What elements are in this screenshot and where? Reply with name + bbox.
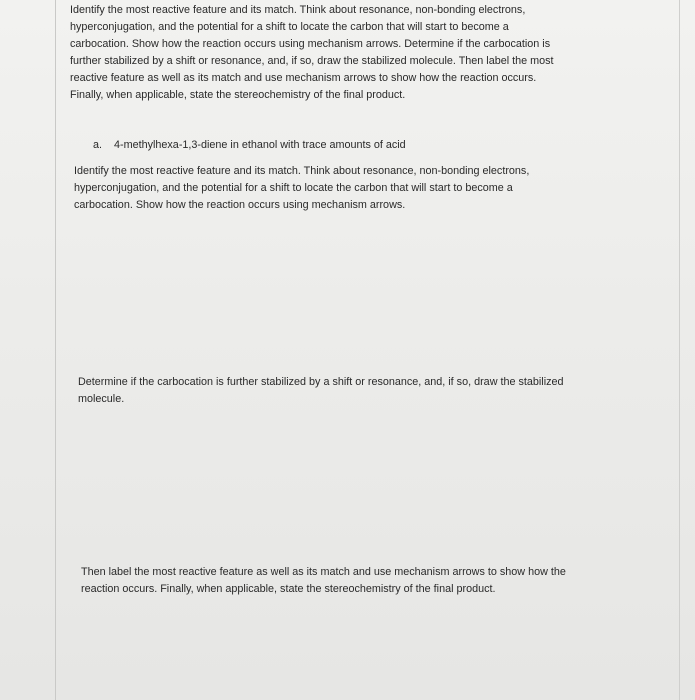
intro-instructions [70,2,610,104]
question-a [93,137,613,154]
intro-line: carbocation. Show how the reaction occurs using mechanism arrows. Determine if the carbocation is [70,38,551,50]
part1-line: carbocation. Show how the reaction occurs using mechanism arrows. [74,199,406,211]
part3-instructions [81,564,611,598]
part2-line: Determine if the carbocation is further stabilized by a shift or resonance, and, if so, draw the stabilized [78,376,564,388]
intro-line: hyperconjugation, and the potential for a shift to locate the carbon that will start to become a [70,21,509,33]
page-edge-left [55,0,56,700]
question-text: 4-methylhexa-1,3-diene in ethanol with trace amounts of acid [114,139,406,151]
part1-line: Identify the most reactive feature and its match. Think about resonance, non-bonding electrons, [74,165,530,177]
page-edge-right [679,0,680,700]
intro-line: reactive feature as well as its match and use mechanism arrows to show how the reaction occurs. [70,72,537,84]
part3-line: Then label the most reactive feature as well as its match and use mechanism arrows to show how the [81,566,566,578]
part3-line: reaction occurs. Finally, when applicable, state the stereochemistry of the final product. [81,583,496,595]
question-letter: a. [93,139,103,151]
part2-instructions [78,374,608,408]
intro-line: further stabilized by a shift or resonance, and, if so, draw the stabilized molecule. Then label the most [70,55,554,67]
part1-line: hyperconjugation, and the potential for a shift to locate the carbon that will start to become a [74,182,513,194]
intro-line: Finally, when applicable, state the stereochemistry of the final product. [70,89,406,101]
part2-line: molecule. [78,393,125,405]
intro-line: Identify the most reactive feature and its match. Think about resonance, non-bonding electrons, [70,4,526,16]
part1-instructions [74,163,594,214]
